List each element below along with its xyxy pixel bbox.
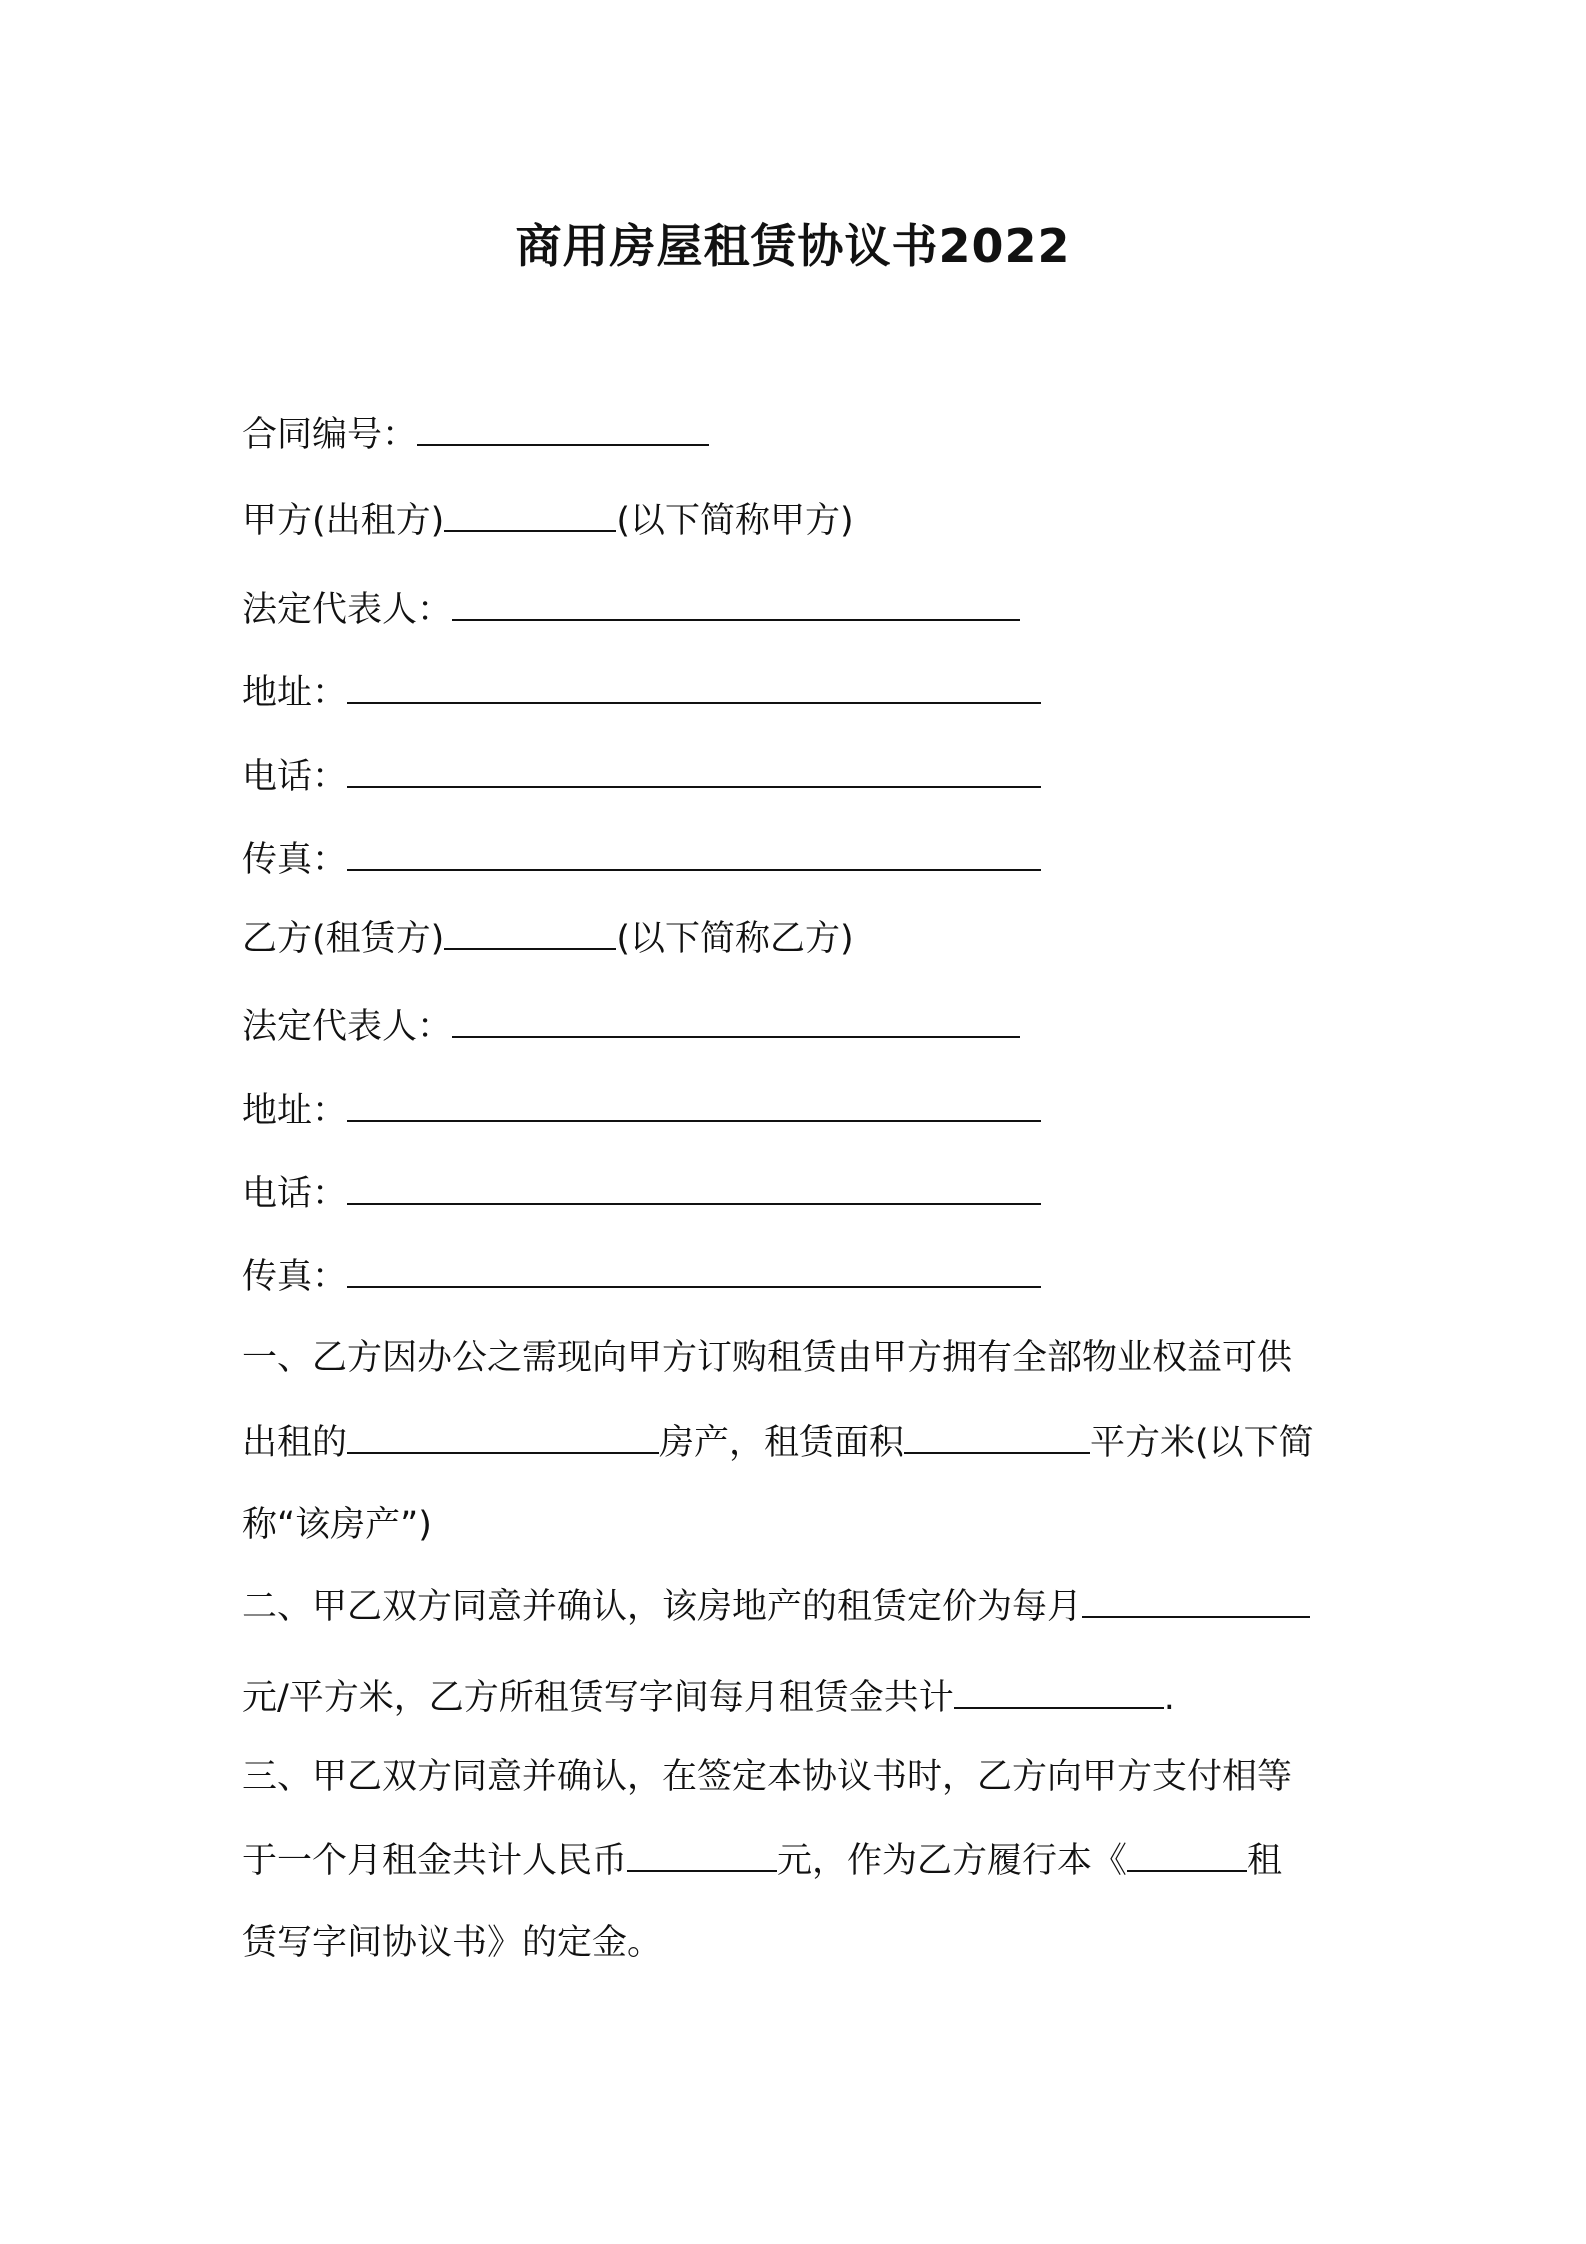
contract-number-label: 合同编号： (242, 415, 418, 455)
clause-1-text-3: 称“该房产”) (242, 1505, 432, 1545)
clause-3-text-1: 三、甲乙双方同意并确认，在签定本协议书时，乙方向甲方支付相等 (242, 1757, 1293, 1797)
party-b-address-blank (347, 1088, 1041, 1122)
clause-2-text-2b: . (1163, 1678, 1175, 1718)
party-b-label: 乙方(租赁方) (242, 919, 445, 959)
clause-1-area-blank (904, 1420, 1090, 1454)
party-a-line (242, 498, 854, 544)
party-a-rep-label: 法定代表人： (242, 590, 453, 630)
clause-2-text-1: 二、甲乙双方同意并确认，该房地产的租赁定价为每月 (242, 1587, 1083, 1627)
clause-1-line-2 (242, 1420, 1314, 1466)
contract-number-blank (417, 412, 709, 446)
clause-3-text-2a: 于一个月租金共计人民币 (242, 1841, 628, 1881)
party-b-name-blank (444, 916, 616, 950)
party-a-address-blank (347, 670, 1041, 704)
clause-1-line-1 (242, 1335, 1292, 1381)
party-a-fax-label: 传真： (242, 840, 348, 880)
clause-1-text-1: 一、乙方因办公之需现向甲方订购租赁由甲方拥有全部物业权益可供 (242, 1338, 1293, 1378)
clause-3-line-2 (242, 1838, 1282, 1884)
party-b-fax-label: 传真： (242, 1257, 348, 1297)
clause-2-line-1 (242, 1584, 1310, 1630)
clause-2-price-blank (1082, 1584, 1310, 1618)
clause-1-text-2b: 房产，租赁面积 (659, 1423, 905, 1463)
party-b-address-label: 地址： (242, 1091, 348, 1131)
document-title: 商用房屋租赁协议书2022 (515, 219, 1071, 273)
party-a-phone-label: 电话： (242, 757, 348, 797)
party-a-tail: (以下简称甲方) (616, 501, 854, 541)
party-a-phone-blank (347, 754, 1041, 788)
clause-3-text-2b: 元，作为乙方履行本《 (777, 1841, 1128, 1881)
party-a-rep-line (242, 587, 1020, 633)
party-a-rep-blank (452, 587, 1020, 621)
clause-1-line-3 (242, 1502, 432, 1548)
party-a-address-label: 地址： (242, 673, 348, 713)
clause-3-text-2c: 租 (1247, 1841, 1283, 1881)
party-b-phone-blank (347, 1171, 1041, 1205)
clause-3-deposit-blank (627, 1838, 777, 1872)
party-b-line (242, 916, 854, 962)
party-a-label: 甲方(出租方) (242, 501, 445, 541)
party-a-name-blank (444, 498, 616, 532)
party-b-fax-line (242, 1254, 1041, 1300)
party-b-fax-blank (347, 1254, 1041, 1288)
party-b-rep-blank (452, 1004, 1020, 1038)
clause-1-text-2c: 平方米(以下简 (1090, 1423, 1314, 1463)
clause-1-text-2a: 出租的 (242, 1423, 348, 1463)
clause-2-line-2 (242, 1675, 1175, 1721)
party-b-address-line (242, 1088, 1041, 1134)
party-a-fax-line (242, 837, 1041, 883)
clause-3-agreement-blank (1127, 1838, 1247, 1872)
clause-2-text-2a: 元/平方米，乙方所租赁写字间每月租赁金共计 (242, 1678, 954, 1718)
contract-number-line (242, 412, 709, 458)
party-b-tail: (以下简称乙方) (616, 919, 854, 959)
party-b-rep-line (242, 1004, 1020, 1050)
party-a-fax-blank (347, 837, 1041, 871)
clause-3-line-3 (242, 1920, 662, 1966)
clause-3-line-1 (242, 1754, 1292, 1800)
party-b-phone-line (242, 1171, 1041, 1217)
party-b-rep-label: 法定代表人： (242, 1007, 453, 1047)
party-b-phone-label: 电话： (242, 1174, 348, 1214)
party-a-address-line (242, 670, 1041, 716)
clause-3-text-3: 赁写字间协议书》的定金。 (242, 1923, 663, 1963)
clause-2-total-blank (954, 1675, 1164, 1709)
clause-1-property-blank (347, 1420, 659, 1454)
party-a-phone-line (242, 754, 1041, 800)
